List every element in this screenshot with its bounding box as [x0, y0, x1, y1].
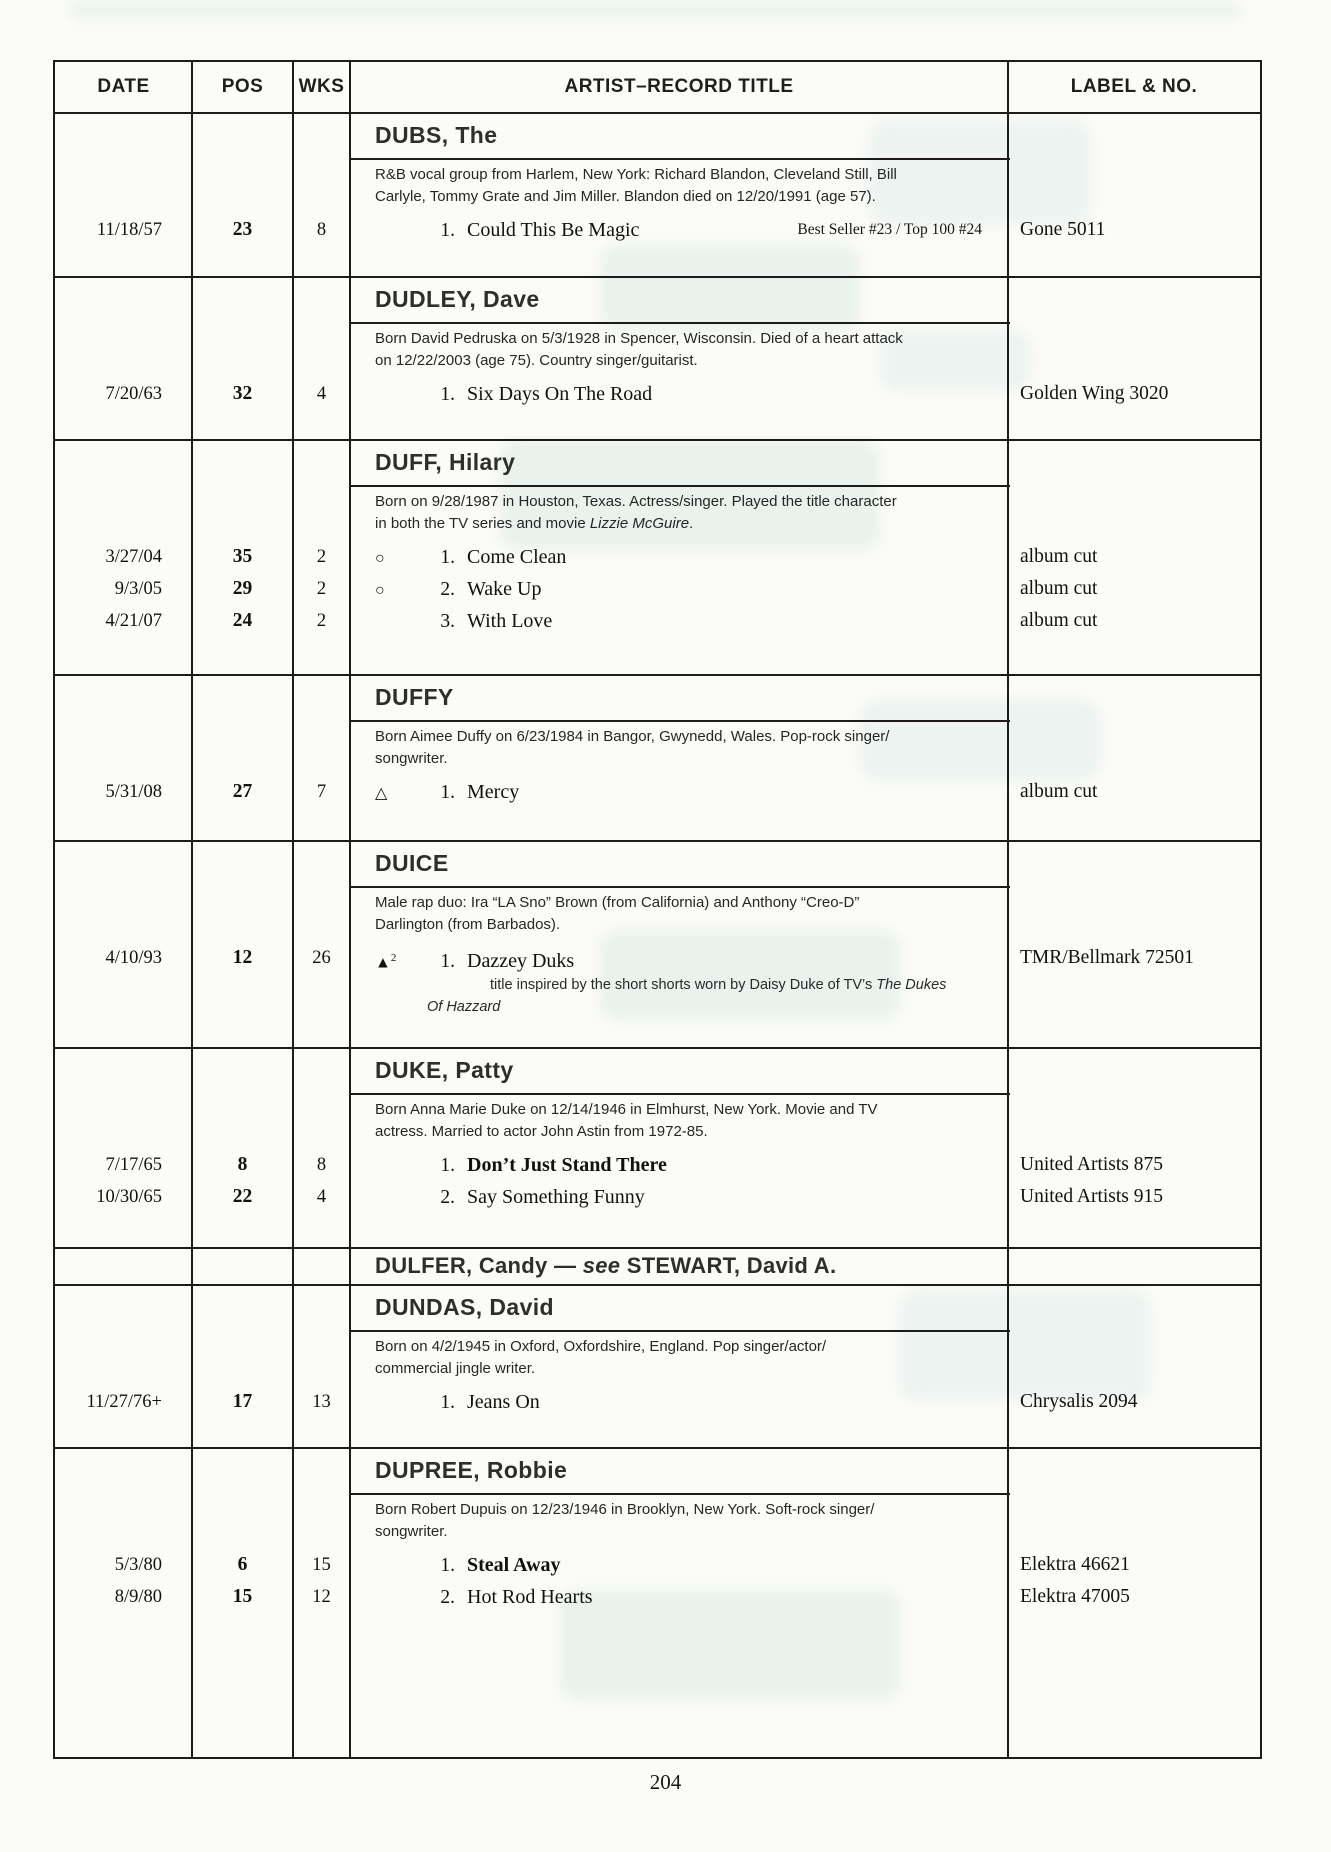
song-row — [55, 378, 1260, 410]
weeks-charted-cell: 13 — [312, 1392, 331, 1412]
triangle-open-symbol-icon: △ — [375, 785, 388, 802]
record-title-cell — [350, 1181, 1008, 1215]
artist-name-underline — [350, 1330, 1010, 1332]
peak-position-cell: 23 — [232, 219, 253, 240]
peak-position-cell: 22 — [232, 1186, 253, 1207]
entry-duice — [55, 840, 1260, 1047]
artist-name: DUKE, Patty — [375, 1057, 514, 1083]
text-segment: see — [582, 1253, 621, 1278]
page-number: 204 — [649, 1770, 682, 1794]
peak-position-cell: 12 — [232, 947, 253, 968]
entry-duff-hilary — [55, 439, 1260, 674]
text-segment: on 12/22/2003 (age 75). Country singer/guitarist. — [375, 352, 698, 369]
record-title-cell — [350, 214, 1008, 248]
circle-symbol-icon: ○ — [375, 550, 385, 567]
text-segment: Born Aimee Duffy on 6/23/1984 in Bangor, Gwynedd, Wales. Pop-rock singer/ — [375, 728, 890, 745]
record-label-cell: album cut — [1020, 546, 1098, 567]
song-title: Jeans On — [467, 1391, 540, 1413]
song-row — [55, 573, 1260, 605]
chart-date-cell: 7/17/65 — [105, 1155, 162, 1175]
artist-bio-line — [375, 726, 1260, 748]
chart-date-cell: 5/31/08 — [105, 782, 162, 802]
entry-dubs-the — [55, 114, 1260, 276]
song-row — [55, 776, 1260, 808]
text-segment: DULFER, Candy — — [375, 1253, 583, 1278]
record-label-cell: TMR/Bellmark 72501 — [1020, 947, 1194, 968]
title-annotation-line — [55, 996, 1260, 1018]
weeks-charted-cell: 12 — [312, 1587, 331, 1607]
artist-name-underline — [350, 322, 1010, 324]
text-segment: Born Robert Dupuis on 12/23/1946 in Brooklyn, New York. Soft-rock singer/ — [375, 1501, 875, 1518]
record-title-cell — [350, 605, 1008, 639]
text-segment: commercial jingle writer. — [375, 1360, 536, 1377]
artist-name-underline — [350, 485, 1010, 487]
record-title-cell — [350, 573, 1008, 607]
artist-bio — [55, 160, 1260, 208]
artist-name: DUFF, Hilary — [375, 449, 516, 475]
text-segment: The Dukes — [876, 977, 947, 993]
artist-bio — [55, 487, 1260, 535]
record-label-cell: United Artists 915 — [1020, 1186, 1164, 1207]
music-chart-table — [53, 60, 1262, 1759]
weeks-charted-cell: 8 — [316, 220, 327, 240]
artist-bio-line — [375, 350, 1260, 372]
text-segment: Darlington (from Barbados). — [375, 916, 561, 933]
artist-bio-line — [375, 513, 1260, 535]
record-title-cell — [350, 776, 1008, 810]
record-label-cell: Elektra 46621 — [1020, 1554, 1130, 1575]
artist-name-band — [55, 1286, 1260, 1332]
record-label-cell: Chrysalis 2094 — [1020, 1391, 1138, 1412]
artist-bio-line — [375, 748, 1260, 770]
artist-bio-line — [375, 491, 1260, 513]
text-segment: Born Anna Marie Duke on 12/14/1946 in Elmhurst, New York. Movie and TV — [375, 1101, 878, 1118]
song-row — [55, 214, 1260, 246]
text-segment: R&B vocal group from Harlem, New York: Richard Blandon, Cleveland Still, Bill — [375, 166, 897, 183]
text-segment: Lizzie McGuire — [589, 515, 690, 532]
entry-dundas-david — [55, 1284, 1260, 1447]
artist-bio — [55, 888, 1260, 936]
entry-duffy — [55, 674, 1260, 840]
artist-bio — [55, 1495, 1260, 1543]
chart-date-cell: 11/27/76+ — [86, 1392, 162, 1412]
record-title-cell — [350, 1386, 1008, 1420]
text-segment: Male rap duo: Ira “LA Sno” Brown (from California) and Anthony “Creo-D” — [375, 894, 860, 911]
table-header-row — [55, 62, 1260, 114]
circle-symbol-icon: ○ — [375, 582, 385, 599]
peak-position-cell: 17 — [232, 1391, 253, 1412]
weeks-charted-cell: 4 — [316, 384, 327, 404]
song-title: Steal Away — [467, 1554, 561, 1576]
song-row — [55, 1581, 1260, 1613]
peak-position-cell: 15 — [232, 1586, 253, 1607]
song-row — [55, 1181, 1260, 1213]
record-title-cell — [350, 1581, 1008, 1615]
entry-duke-patty — [55, 1047, 1260, 1247]
song-number: 2. — [440, 1587, 455, 1608]
record-title-cell — [350, 378, 1008, 412]
entry-dupree-robbie — [55, 1447, 1260, 1757]
artist-bio-line — [375, 1099, 1260, 1121]
song-number: 3. — [440, 611, 455, 632]
weeks-charted-cell: 2 — [316, 611, 327, 631]
weeks-charted-cell: 2 — [316, 547, 327, 567]
header-wks: WKS — [298, 76, 345, 97]
artist-name: DUNDAS, David — [375, 1294, 555, 1320]
song-number: 1. — [440, 782, 455, 803]
chart-date-cell: 4/21/07 — [105, 611, 162, 631]
song-number: 2. — [440, 1187, 455, 1208]
artist-bio — [55, 722, 1260, 770]
artist-name-band — [55, 278, 1260, 324]
song-title: Say Something Funny — [467, 1186, 645, 1208]
record-title-cell — [350, 1149, 1008, 1183]
artist-bio-line — [375, 328, 1260, 350]
song-title: Hot Rod Hearts — [467, 1586, 593, 1608]
artist-name-band — [55, 1049, 1260, 1095]
artist-name-band — [55, 1449, 1260, 1495]
artist-name: DUBS, The — [375, 122, 498, 148]
text-segment: Of Hazzard — [427, 999, 501, 1015]
header-date: DATE — [97, 76, 150, 97]
artist-name-band — [55, 441, 1260, 487]
record-label-cell: album cut — [1020, 610, 1098, 631]
artist-bio-line — [375, 1499, 1260, 1521]
song-title: Dazzey Duks — [467, 950, 575, 973]
text-segment: songwriter. — [375, 750, 448, 767]
chart-date-cell: 4/10/93 — [105, 948, 162, 968]
artist-name-underline — [350, 1093, 1010, 1095]
song-number: 1. — [440, 547, 455, 568]
song-row — [55, 605, 1260, 637]
weeks-charted-cell: 15 — [312, 1555, 331, 1575]
artist-bio-line — [375, 892, 1260, 914]
text-segment: actress. Married to actor John Astin from 1972-85. — [375, 1123, 708, 1140]
artist-name-underline — [350, 1493, 1010, 1495]
song-row — [55, 1549, 1260, 1581]
record-label-cell: album cut — [1020, 781, 1098, 802]
artist-name: DUFFY — [375, 684, 454, 710]
chart-run-note: Best Seller #23 / Top 100 #24 — [797, 221, 982, 238]
chart-date-cell: 11/18/57 — [96, 220, 162, 240]
chart-date-cell: 3/27/04 — [105, 547, 162, 567]
chart-date-cell: 10/30/65 — [96, 1187, 162, 1207]
text-segment: STEWART, David A. — [620, 1253, 837, 1278]
text-segment: title inspired by the short shorts worn by Daisy Duke of TV’s — [490, 977, 877, 993]
artist-bio — [55, 324, 1260, 372]
text-segment: Carlyle, Tommy Grate and Jim Miller. Blandon died on 12/20/1991 (age 57). — [375, 188, 876, 205]
artist-bio-line — [375, 1336, 1260, 1358]
chart-date-cell: 8/9/80 — [114, 1587, 162, 1607]
artist-name-band — [55, 842, 1260, 888]
song-number: 1. — [440, 384, 455, 405]
artist-name: DUICE — [375, 850, 449, 876]
record-label-cell: album cut — [1020, 578, 1098, 599]
song-number: 1. — [440, 1392, 455, 1413]
song-title: Don’t Just Stand There — [467, 1154, 667, 1176]
text-segment: Born David Pedruska on 5/3/1928 in Spencer, Wisconsin. Died of a heart attack — [375, 330, 903, 347]
weeks-charted-cell: 8 — [316, 1155, 327, 1175]
song-title: Could This Be Magic — [467, 219, 640, 241]
artist-name-underline — [350, 158, 1010, 160]
record-label-cell: Elektra 47005 — [1020, 1586, 1130, 1607]
artist-bio-line — [375, 1121, 1260, 1143]
song-number: 1. — [440, 951, 455, 973]
record-label-cell: Golden Wing 3020 — [1020, 383, 1169, 404]
artist-name: DUDLEY, Dave — [375, 286, 540, 312]
peak-position-cell: 8 — [237, 1154, 248, 1175]
record-title-cell — [350, 942, 1008, 979]
artist-bio-line — [375, 1521, 1260, 1543]
artist-cross-reference — [375, 1253, 836, 1279]
song-row — [55, 942, 1260, 974]
artist-name-underline — [350, 886, 1010, 888]
song-title: With Love — [467, 610, 553, 632]
song-title: Six Days On The Road — [467, 383, 653, 405]
peak-position-cell: 27 — [232, 781, 253, 802]
triangle-filled-symbol-icon: ▲$^2$ — [375, 952, 397, 972]
text-segment: . — [689, 515, 694, 532]
record-title-cell — [350, 1549, 1008, 1583]
artist-name-underline — [350, 720, 1010, 722]
entry-dulfer-candycross-reference — [55, 1247, 1260, 1284]
header-artist-record-title: ARTIST–RECORD TITLE — [564, 76, 794, 97]
header-pos: POS — [221, 76, 264, 97]
table-entries — [55, 114, 1260, 1757]
weeks-charted-cell: 4 — [316, 1187, 327, 1207]
artist-name-band — [55, 676, 1260, 722]
peak-position-cell: 6 — [237, 1554, 248, 1575]
peak-position-cell: 29 — [232, 578, 253, 599]
text-segment: Born on 9/28/1987 in Houston, Texas. Actress/singer. Played the title character — [375, 493, 897, 510]
peak-position-cell: 32 — [232, 383, 253, 404]
artist-bio-line — [375, 164, 1260, 186]
artist-name: DUPREE, Robbie — [375, 1457, 568, 1483]
header-label-no: LABEL & NO. — [1070, 76, 1198, 97]
chart-date-cell: 9/3/05 — [114, 579, 162, 599]
artist-name-band — [55, 114, 1260, 160]
song-number: 1. — [440, 1555, 455, 1576]
symbol-superscript: 2 — [390, 952, 397, 964]
song-number: 2. — [440, 579, 455, 600]
artist-bio-line — [375, 914, 1260, 936]
song-title: Wake Up — [467, 578, 542, 600]
chart-date-cell: 7/20/63 — [105, 384, 162, 404]
artist-bio — [55, 1095, 1260, 1143]
weeks-charted-cell: 7 — [316, 782, 327, 802]
song-row — [55, 1149, 1260, 1181]
song-title: Mercy — [467, 781, 520, 803]
record-label-cell: Gone 5011 — [1020, 219, 1106, 240]
entry-dudley-dave — [55, 276, 1260, 439]
song-number: 1. — [440, 1155, 455, 1176]
ink-bleed-artifact — [70, 2, 1240, 18]
record-label-cell: United Artists 875 — [1020, 1154, 1164, 1175]
song-row — [55, 541, 1260, 573]
peak-position-cell: 24 — [232, 610, 253, 631]
record-title-cell — [350, 541, 1008, 575]
song-number: 1. — [440, 220, 455, 241]
chart-date-cell: 5/3/80 — [114, 1555, 162, 1575]
text-segment: songwriter. — [375, 1523, 448, 1540]
peak-position-cell: 35 — [232, 546, 253, 567]
text-segment: in both the TV series and movie — [375, 515, 590, 532]
song-row — [55, 1386, 1260, 1418]
weeks-charted-cell: 26 — [312, 948, 331, 968]
artist-bio-line — [375, 186, 1260, 208]
artist-bio — [55, 1332, 1260, 1380]
song-title: Come Clean — [467, 546, 567, 568]
weeks-charted-cell: 2 — [316, 579, 327, 599]
text-segment: Born on 4/2/1945 in Oxford, Oxfordshire, England. Pop singer/actor/ — [375, 1338, 827, 1355]
artist-bio-line — [375, 1358, 1260, 1380]
